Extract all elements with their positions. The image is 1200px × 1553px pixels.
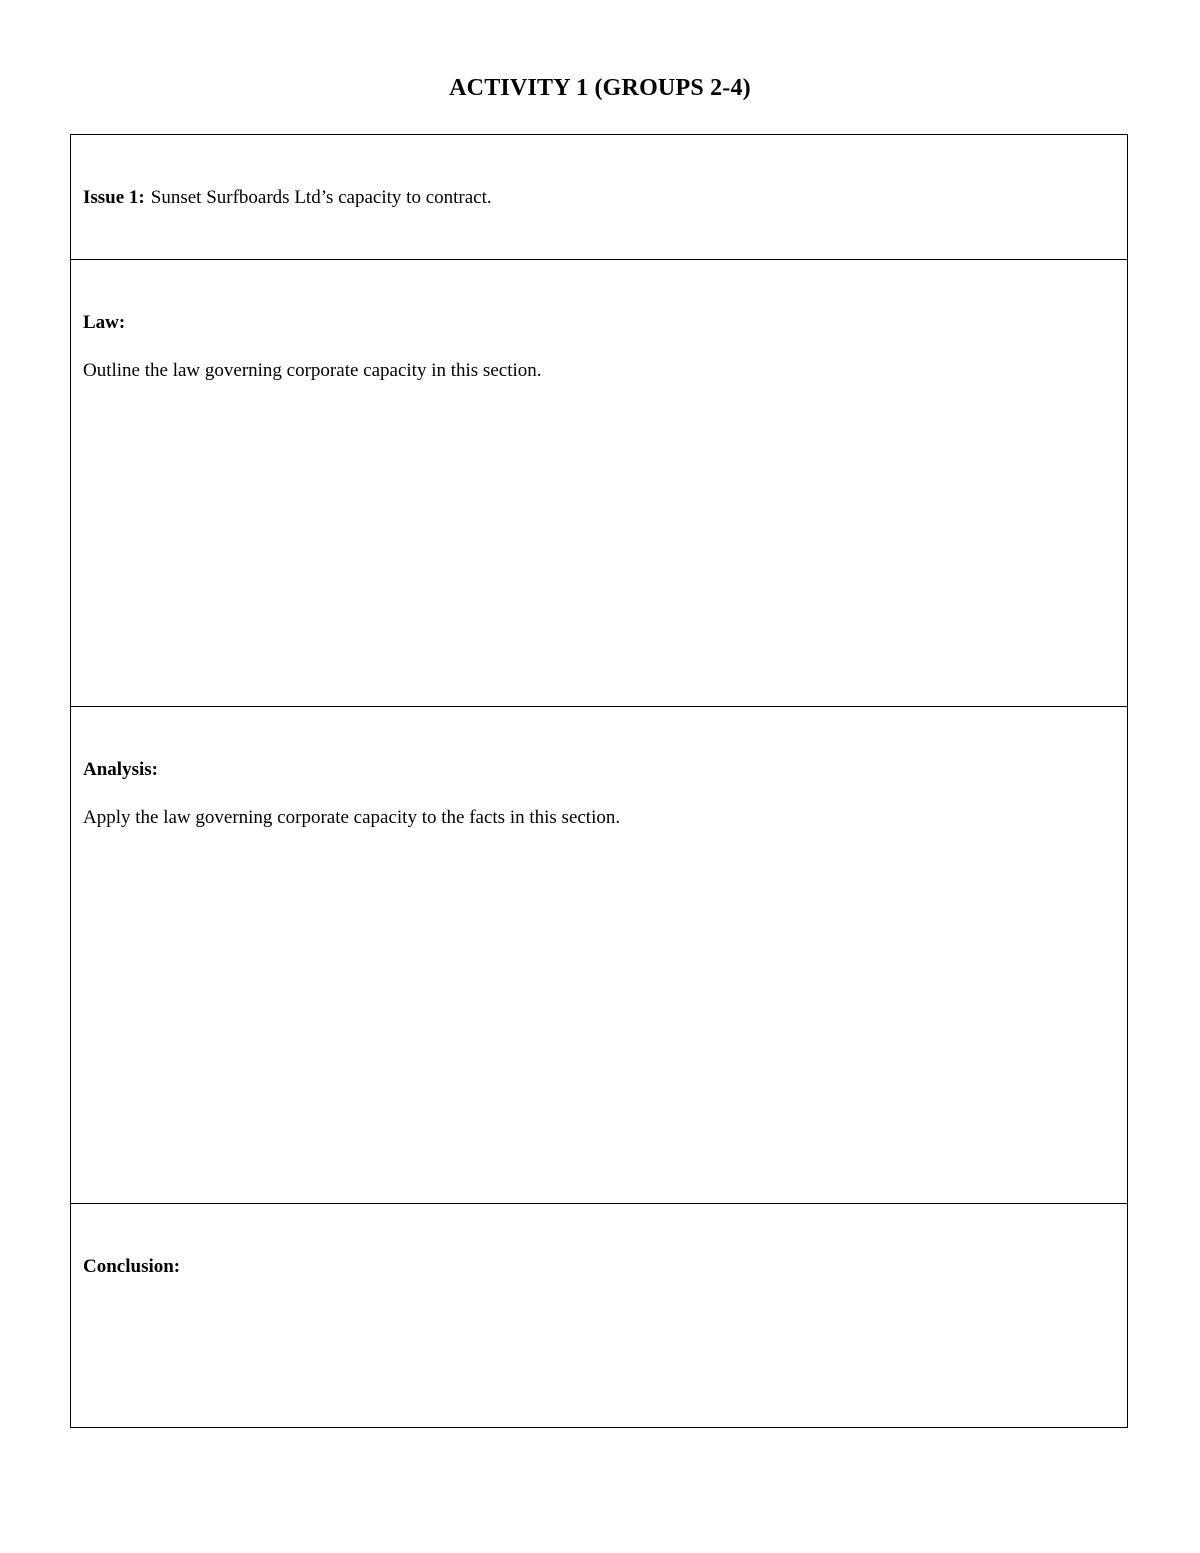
conclusion-row (71, 1204, 1128, 1428)
analysis-content (83, 707, 1115, 831)
law-instruction: Outline the law governing corporate capacity in this section. (83, 360, 542, 381)
law-label: Law: (83, 312, 126, 333)
issue-row (71, 135, 1128, 260)
analysis-label: Analysis: (83, 759, 158, 780)
issue-label: Issue 1: (83, 187, 145, 208)
page-title: ACTIVITY 1 (GROUPS 2-4) (449, 75, 751, 101)
law-content (83, 260, 1115, 384)
issue-text: Sunset Surfboards Ltd’s capacity to contract. (150, 187, 492, 208)
issue-line (83, 135, 1115, 211)
conclusion-cell[interactable] (71, 1204, 1128, 1428)
analysis-cell[interactable] (71, 707, 1128, 1204)
conclusion-content (83, 1204, 1115, 1280)
law-row (71, 260, 1128, 707)
issue-cell[interactable] (71, 135, 1128, 260)
law-cell[interactable] (71, 260, 1128, 707)
conclusion-label: Conclusion: (83, 1256, 181, 1277)
analysis-instruction: Apply the law governing corporate capacity to the facts in this section. (83, 807, 621, 828)
analysis-row (71, 707, 1128, 1204)
activity-worksheet-table (70, 134, 1128, 1428)
